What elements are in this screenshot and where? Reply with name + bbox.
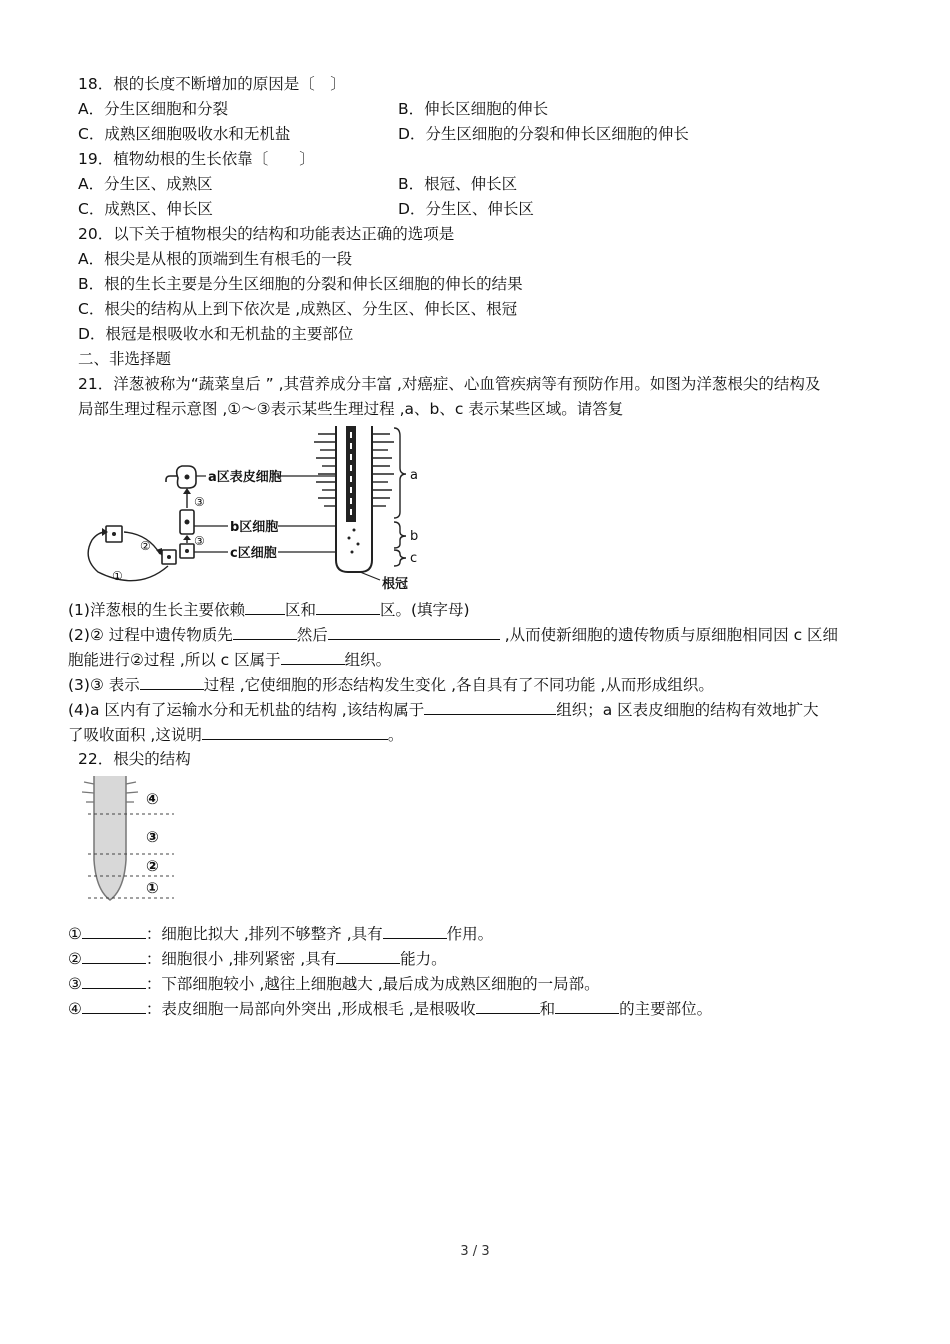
q21-sub1: [68, 598, 470, 621]
b-zone-cell-label: b区细胞: [230, 520, 279, 535]
zone-2-label: ②: [146, 857, 159, 875]
q21-sub2-text: 组织。: [344, 651, 392, 669]
q21-sub2: [68, 623, 838, 646]
q22-row1-text: ：细胞比拟大 ,排列不够整齐 ,具有: [145, 925, 383, 943]
answer-blank[interactable]: [555, 997, 619, 1014]
q19-option-b: B．根冠、伸长区: [398, 175, 518, 193]
q22-row2-text: ：细胞很小 ,排列紧密 ,具有: [145, 950, 337, 968]
q21-sub4-cont: [68, 723, 403, 746]
answer-blank[interactable]: [424, 698, 556, 715]
process-3-upper: ③: [194, 495, 205, 509]
q20-option-a: A．根尖是从根的顶端到生有根毛的一段: [78, 250, 353, 268]
c-zone-cell-label: c区细胞: [230, 546, 277, 561]
q19-option-a: A．分生区、成熟区: [78, 175, 213, 193]
answer-blank[interactable]: [82, 947, 146, 964]
q22-row3-text: ：下部细胞较小 ,越往上细胞越大 ,最后成为成熟区细胞的一局部。: [145, 975, 600, 993]
zone-4-label: ④: [146, 790, 159, 808]
q22-row4-text: ④: [68, 1000, 82, 1018]
q20-stem: 20．以下关于植物根尖的结构和功能表达正确的选项是: [78, 225, 455, 243]
q22-row2-text: ②: [68, 950, 82, 968]
answer-blank[interactable]: [316, 598, 380, 615]
zone-b-label: b: [410, 529, 419, 544]
q21-sub4-text: 了吸收面积 ,这说明: [68, 726, 202, 744]
answer-blank[interactable]: [82, 922, 146, 939]
page-number: 3 / 3: [460, 1244, 490, 1259]
q18-option-c: C．成熟区细胞吸收水和无机盐: [78, 125, 291, 143]
answer-blank[interactable]: [476, 997, 540, 1014]
process-1-label: ①: [112, 569, 123, 583]
q21-sub1-text: (1)洋葱根的生长主要依赖: [68, 601, 245, 619]
q22-stem: 22．根尖的结构: [78, 750, 191, 768]
q22-row3-text: ③: [68, 975, 82, 993]
answer-blank[interactable]: [202, 723, 388, 740]
answer-blank[interactable]: [328, 623, 500, 640]
zone-3-label: ③: [146, 828, 159, 846]
q22-row2-text: 能力。: [400, 950, 447, 968]
answer-blank[interactable]: [233, 623, 297, 640]
q21-sub2-text: (2)② 过程中遗传物质先: [68, 626, 233, 644]
answer-blank[interactable]: [383, 922, 447, 939]
q21-sub2-text: 然后: [296, 626, 328, 644]
root-tip-structure-figure: [82, 772, 192, 904]
answer-blank[interactable]: [336, 947, 400, 964]
q21-sub1-text: 区和: [284, 601, 316, 619]
q21-sub4-text: (4)a 区内有了运输水分和无机盐的结构 ,该结构属于: [68, 701, 425, 719]
q21-stem-line1: 21．洋葱被称为“蔬菜皇后 ” ,其营养成分丰富 ,对癌症、心血管疾病等有预防作用。如图为洋葱根尖的结构及: [78, 375, 821, 393]
q21-sub3-text: 过程 ,它使细胞的形态结构发生变化 ,各自具有了不同功能 ,从而形成组织。: [203, 676, 714, 694]
q18-option-b: B．伸长区细胞的伸长: [398, 100, 549, 118]
section-heading: 二、非选择题: [78, 350, 172, 368]
answer-blank[interactable]: [281, 648, 345, 665]
q18-option-a: A．分生区细胞和分裂: [78, 100, 229, 118]
zone-1-label: ①: [146, 879, 159, 897]
onion-root-tip-figure: [78, 422, 438, 592]
q22-row1-text: ①: [68, 925, 82, 943]
q20-option-c: C．根尖的结构从上到下依次是 ,成熟区、分生区、伸长区、根冠: [78, 300, 518, 318]
q22-row4-text: 的主要部位。: [619, 1000, 713, 1018]
q21-sub3: [68, 673, 714, 696]
q22-row1: [68, 922, 493, 945]
q21-sub3-text: (3)③ 表示: [68, 676, 140, 694]
q21-sub2-text: 胞能进行②过程 ,所以 c 区属于: [68, 651, 281, 669]
q22-row2: [68, 947, 447, 970]
zone-a-label: a: [410, 468, 418, 483]
answer-blank[interactable]: [245, 598, 285, 615]
q20-option-d: D．根冠是根吸收水和无机盐的主要部位: [78, 325, 354, 343]
q21-sub1-text: 区。(填字母): [379, 601, 470, 619]
q18-stem: 18．根的长度不断增加的原因是〔 〕: [78, 75, 346, 93]
q22-row4: [68, 997, 712, 1020]
process-2-label: ②: [140, 539, 151, 553]
q18-option-d: D．分生区细胞的分裂和伸长区细胞的伸长: [398, 125, 689, 143]
root-cap-label: 根冠: [382, 577, 409, 592]
answer-blank[interactable]: [82, 997, 146, 1014]
q19-option-d: D．分生区、伸长区: [398, 200, 534, 218]
q21-sub4: [68, 698, 819, 721]
q19-stem: 19．植物幼根的生长依靠〔 〕: [78, 150, 315, 168]
q21-sub2-cont: [68, 648, 391, 671]
q22-row1-text: 作用。: [446, 925, 494, 943]
answer-blank[interactable]: [82, 972, 146, 989]
q21-sub2-text: ,从而使新细胞的遗传物质与原细胞相同因 c 区细: [499, 626, 839, 644]
q22-row3: [68, 972, 600, 995]
q22-row4-text: 和: [539, 1000, 556, 1018]
q20-option-b: B．根的生长主要是分生区细胞的分裂和伸长区细胞的伸长的结果: [78, 275, 523, 293]
process-3-lower: ③: [194, 534, 205, 548]
zone-c-label: c: [410, 551, 418, 566]
q21-sub4-text: 组织；a 区表皮细胞的结构有效地扩大: [556, 701, 819, 719]
q19-option-c: C．成熟区、伸长区: [78, 200, 213, 218]
a-zone-cell-label: a区表皮细胞: [208, 470, 282, 485]
q22-row4-text: ：表皮细胞一局部向外突出 ,形成根毛 ,是根吸收: [145, 1000, 476, 1018]
q21-stem-line2: 局部生理过程示意图 ,①～③表示某些生理过程 ,a、b、c 表示某些区域。请答复: [78, 400, 624, 418]
q21-sub4-text: 。: [387, 726, 404, 744]
answer-blank[interactable]: [140, 673, 204, 690]
